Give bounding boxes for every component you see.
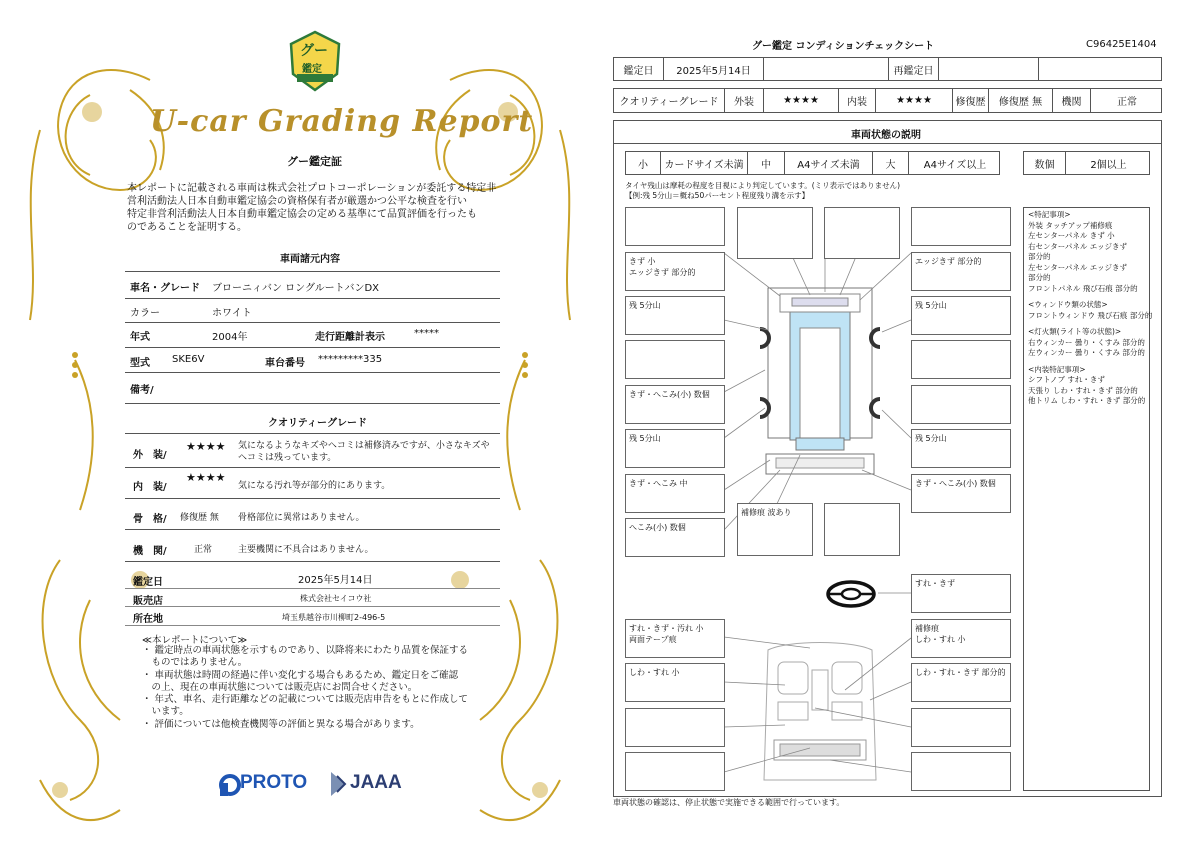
engine-value: 正常	[194, 545, 213, 555]
footer-note: 車両状態の確認は、停止状態で実施できる範囲で行っています。	[613, 798, 845, 807]
cert-heading: グー鑑定証	[287, 155, 342, 168]
mileage-value: *****	[414, 328, 439, 339]
engine-label: 機関	[1053, 89, 1091, 112]
color-value: ホワイト	[212, 308, 252, 319]
remarks-label: 備考/	[130, 385, 154, 396]
annotation-box-right-6: 残 5分山	[911, 429, 1011, 468]
int-stars: ★★★★	[876, 89, 953, 112]
interior-box-left-4	[625, 752, 725, 791]
tire-note-2: 【例:残 5分山＝概ね50パーセント程度残り溝を示す】	[625, 191, 810, 200]
interior-box-left-3	[625, 708, 725, 747]
mileage-label: 走行距離計表示	[315, 332, 385, 343]
repair-label: 修復歴	[953, 89, 989, 112]
annotation-box-left-5: きず・へこみ(小) 数個	[625, 385, 725, 424]
condition-check-sheet	[600, 0, 1200, 848]
annotation-box-left-4	[625, 340, 725, 379]
date-label: 鑑定日	[133, 577, 163, 588]
frame-text: 骨格部位に異常はありません。	[238, 513, 365, 523]
count-desc: 2個以上	[1090, 159, 1127, 171]
notes-list: ・ 鑑定時点の車両状態を示すものであり、以降将来にわたり品質を保証する ものではありません。 ・ 車両状態は時間の経過に伴い変化する場合もあるため、鑑定日をご確認 の上、現在の車両状態については販売店にお問合せください。 ・ 年式、車名、走行距離などの記載については販売店申告をもとに作成して います。 ・ 評価については他検査機関等の評価と異なる場合があります。	[142, 645, 469, 730]
notes-heading: ≪本レポートについて≫	[142, 635, 248, 646]
size-medium-desc: A4サイズ未満	[785, 152, 873, 174]
interior-box-left-1: すれ・きず・汚れ 小 両面テープ痕	[625, 619, 725, 658]
interior-box-right-2: 補修痕 しわ・すれ 小	[911, 619, 1011, 658]
date-value: 2025年5月14日	[298, 575, 373, 586]
doc-id: C96425E1404	[1086, 39, 1157, 50]
engine-label: 機 関/	[133, 546, 167, 557]
interior-box-right-4	[911, 708, 1011, 747]
section-title: 車両状態の説明	[851, 130, 921, 141]
annotation-box-right-3: 残 5分山	[911, 296, 1011, 335]
appraisal-date-value: 2025年5月14日	[664, 58, 764, 80]
annotation-box-right-2: エッジきず 部分的	[911, 252, 1011, 291]
chassis-label: 車台番号	[265, 358, 305, 369]
interior-label: 内 装/	[133, 482, 167, 493]
jaaa-logo-icon	[327, 770, 349, 798]
proto-logo-text: PROTO	[240, 772, 308, 793]
model-value: SKE6V	[172, 354, 205, 365]
size-small-desc: カードサイズ未満	[661, 152, 748, 174]
dealer-label: 販売店	[133, 596, 163, 607]
address-label: 所在地	[133, 614, 163, 625]
specs-heading: 車両諸元内容	[280, 254, 340, 265]
size-large-desc: A4サイズ以上	[923, 159, 987, 171]
reappraisal-label: 再鑑定日	[889, 58, 939, 80]
cert-text: 本レポートに記載される車両は株式会社プロトコーポレーションが委託する特定非 営利活動法人日本自動車鑑定協会の資格保有者が厳選かつ公平な検査を行い 特定非営利活動法人日本自動車鑑定協会の定める基準にて品質評価を行ったも のであることを証明する。	[127, 183, 497, 233]
annotation-box-left-1	[625, 207, 725, 246]
frame-label: 骨 格/	[133, 514, 167, 525]
annotation-box-bottom-1: 補修痕 波あり	[737, 503, 813, 556]
interior-box-right-3: しわ・すれ・きず 部分的	[911, 663, 1011, 702]
annotation-box-top-2	[824, 207, 900, 259]
exterior-label: 外 装/	[133, 450, 167, 461]
address-value: 埼玉県越谷市川柳町2-496-5	[282, 613, 386, 622]
name-label: 車名・グレード	[130, 283, 200, 294]
int-label: 内装	[839, 89, 876, 112]
model-label: 型式	[130, 358, 150, 369]
interior-stars: ★★★★	[186, 471, 226, 484]
badge-sub: 鑑定	[302, 64, 322, 75]
size-small: 小	[626, 152, 661, 174]
engine-value: 正常	[1117, 97, 1137, 108]
annotation-box-right-7: きず・へこみ(小) 数個	[911, 474, 1011, 513]
jaaa-logo-text: JAAA	[350, 772, 402, 793]
annotation-box-left-6: 残 5分山	[625, 429, 725, 468]
annotation-box-left-7: きず・へこみ 中	[625, 474, 725, 513]
interior-box-left-2: しわ・すれ 小	[625, 663, 725, 702]
annotation-box-bottom-2	[824, 503, 900, 556]
interior-text: 気になる汚れ等が部分的にあります。	[238, 481, 391, 491]
interior-box-right-5	[911, 752, 1011, 791]
annotation-box-left-3: 残 5分山	[625, 296, 725, 335]
ext-label: 外装	[725, 89, 764, 112]
sheet-title: グー鑑定 コンディションチェックシート	[752, 41, 935, 52]
badge-text: グー	[300, 43, 328, 59]
grade-label: クオリティーグレード	[614, 89, 725, 112]
year-value: 2004年	[212, 332, 248, 343]
annotation-box-left-2: きず 小 エッジきず 部分的	[625, 252, 725, 291]
year-label: 年式	[130, 332, 150, 343]
annotation-box-right-5	[911, 385, 1011, 424]
engine-text: 主要機関に不具合はありません。	[238, 545, 374, 555]
exterior-stars: ★★★★	[186, 440, 226, 453]
annotation-box-top-1	[737, 207, 813, 259]
exterior-text: 気になるようなキズやヘコミは補修済みですが、小さなキズや ヘコミは残っています。	[238, 441, 490, 463]
chassis-value: *********335	[318, 354, 383, 365]
quality-heading: クオリティーグレード	[268, 418, 367, 429]
proto-logo-icon	[218, 772, 242, 798]
annotation-box-right-4	[911, 340, 1011, 379]
color-label: カラー	[130, 308, 160, 319]
ext-stars: ★★★★	[764, 89, 839, 112]
frame-value: 修復歴 無	[180, 513, 219, 523]
repair-value: 修復歴 無	[989, 89, 1053, 112]
dealer-value: 株式会社セイコウ社	[300, 594, 372, 603]
special-notes-list: <特記事項> 外装 タッチアップ補修痕 左センターパネル きず 小 右センターパネル エッジきず 部分的 左センターパネル エッジきず 部分的 フロントパネル 飛び石痕 部分的 <ウィンドウ類の状態> フロントウィンドウ 飛び石痕 部分的 <灯火類(ライト等の状態)> 右ウィンカー 曇り・くすみ 部分的 左ウィンカー 曇り・くすみ 部分的 <内装特記事項> シフトノブ すれ・きず 天張り しわ・すれ・きず 部分的 他トリム しわ・すれ・きず 部分的	[1028, 210, 1153, 405]
size-medium: 中	[748, 152, 785, 174]
tire-note-1: タイヤ残山は摩耗の程度を目視により判定しています。(ミリ表示ではありません)	[625, 181, 901, 190]
appraisal-date-label: 鑑定日	[614, 58, 664, 80]
size-large: 大	[873, 152, 909, 174]
annotation-box-right-1	[911, 207, 1011, 246]
script-title: U-car Grading Report	[150, 104, 534, 139]
interior-box-right-1: すれ・きず	[911, 574, 1011, 613]
annotation-box-left-8: へこみ(小) 数個	[625, 518, 725, 557]
name-value: ブローニィバン ロングルートバンDX	[212, 283, 380, 294]
count-label: 数個	[1024, 152, 1066, 174]
